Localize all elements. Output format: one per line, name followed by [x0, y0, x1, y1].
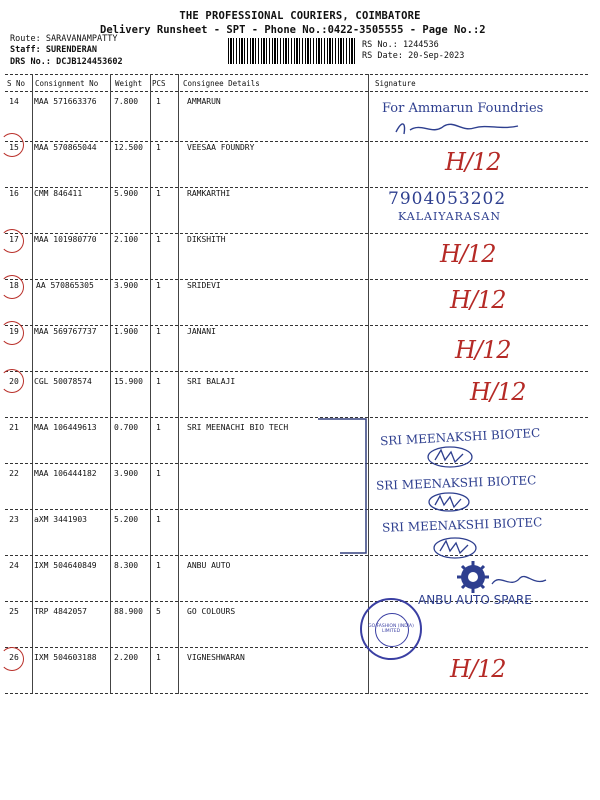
h12-mark: H/12: [445, 148, 501, 176]
row-sno: 14: [9, 97, 19, 106]
row-consignment: MAA 571663376: [34, 97, 97, 106]
row-consignment: IXM 504640849: [34, 561, 97, 570]
table-row: [0, 279, 600, 325]
runsheet-title: Delivery Runsheet - SPT - Phone No.:0422-3505555 - Page No.:2: [100, 24, 486, 36]
table-row: [0, 601, 600, 647]
row-weight: 12.500: [114, 143, 143, 152]
row-pcs: 5: [156, 607, 161, 616]
row-sno: 18: [9, 281, 19, 290]
table-bottom-border: [5, 693, 588, 694]
row-sno: 24: [9, 561, 19, 570]
row-consignment: MAA 106449613: [34, 423, 97, 432]
staff-value: SURENDERAN: [45, 45, 98, 55]
ammarun-signature: [392, 118, 522, 138]
row-consignment: MAA 570865044: [34, 143, 97, 152]
row-pcs: 1: [156, 235, 161, 244]
row-consignee: DIKSHITH: [187, 235, 226, 244]
table-row: [0, 141, 600, 187]
row-sno: 26: [9, 653, 19, 662]
row-consignee: RAMKARTHI: [187, 189, 231, 198]
table-row: [0, 233, 600, 279]
biotec-signature: [425, 444, 485, 470]
biotec-stamp-text: SRI MEENAKSHI BIOTEC: [375, 473, 537, 493]
row-consignee: SRI BALAJI: [187, 377, 236, 386]
route-value: SARAVANAMPATTY: [45, 34, 118, 44]
rs-date-label: RS Date:: [362, 51, 403, 61]
anbu-stamp-text: ANBU AUTO SPARE: [418, 593, 532, 607]
row-weight: 7.800: [114, 97, 139, 106]
staff-line: [10, 45, 97, 55]
row-consignee: VIGNESHWARAN: [187, 653, 245, 662]
row-pcs: 1: [156, 143, 161, 152]
row-consignment: MAA 101980770: [34, 235, 97, 244]
go-stamp-text: GO FASHION (INDIA) LIMITED: [368, 624, 414, 634]
row-pcs: 1: [156, 653, 161, 662]
column-header-signature: Signature: [375, 79, 416, 88]
anbu-signature: [490, 570, 550, 592]
rs-date-line: [362, 51, 464, 61]
row-sno: 17: [9, 235, 19, 244]
h12-mark: H/12: [450, 286, 506, 314]
name-note: KALAIYARASAN: [398, 210, 501, 223]
row-pcs: 1: [156, 377, 161, 386]
row-consignee: GO COLOURS: [187, 607, 236, 616]
row-weight: 2.100: [114, 235, 139, 244]
row-consignment: CMM 846411: [34, 189, 83, 198]
row-consignment: AA 570865305: [36, 281, 94, 290]
row-sno: 16: [9, 189, 19, 198]
company-title: THE PROFESSIONAL COURIERS, COIMBATORE: [179, 10, 421, 22]
drs-label: DRS No.:: [10, 57, 51, 67]
row-pcs: 1: [156, 423, 161, 432]
column-header-pcs: PCS: [152, 79, 166, 88]
group-bracket: [318, 417, 370, 557]
row-pcs: 1: [156, 97, 161, 106]
row-weight: 1.900: [114, 327, 139, 336]
row-weight: 0.700: [114, 423, 139, 432]
go-fashion-stamp: [360, 598, 422, 660]
column-header-consignment: Consignment No: [35, 79, 99, 88]
column-header-weight: Weight: [115, 79, 143, 88]
h12-mark: H/12: [455, 336, 511, 364]
row-weight: 5.900: [114, 189, 139, 198]
row-sno: 25: [9, 607, 19, 616]
rs-date-value: 20-Sep-2023: [408, 51, 465, 61]
table-header-border: [5, 91, 588, 92]
h12-mark: H/12: [440, 240, 496, 268]
rs-no-label: RS No.:: [362, 40, 398, 50]
row-consignment: TRP 4842057: [34, 607, 87, 616]
drs-value: DCJB124453602: [56, 57, 123, 67]
row-consignee: JANANI: [187, 327, 216, 336]
table-row: [0, 187, 600, 233]
drs-line: [10, 57, 123, 67]
row-pcs: 1: [156, 561, 161, 570]
rs-no-line: [362, 40, 439, 50]
row-consignee: VEESAA FOUNDRY: [187, 143, 255, 152]
rs-no-value: 1244536: [402, 40, 439, 50]
row-pcs: 1: [156, 469, 161, 478]
row-consignment: CGL 50078574: [34, 377, 92, 386]
row-sno: 23: [9, 515, 19, 524]
column-header-sno: S No: [7, 79, 26, 88]
table-top-border: [5, 74, 588, 75]
route-line: [10, 34, 118, 44]
ammarun-stamp-text: For Ammarun Foundries: [382, 101, 544, 116]
row-consignment: MAA 569767737: [34, 327, 97, 336]
row-sno: 22: [9, 469, 19, 478]
row-pcs: 1: [156, 515, 161, 524]
row-pcs: 1: [156, 327, 161, 336]
row-sno: 20: [9, 377, 19, 386]
row-weight: 5.200: [114, 515, 139, 524]
table-row: [0, 647, 600, 693]
barcode: [228, 38, 356, 64]
row-pcs: 1: [156, 189, 161, 198]
row-pcs: 1: [156, 281, 161, 290]
h12-mark: H/12: [450, 655, 506, 683]
biotec-signature: [425, 490, 485, 514]
row-consignee: SRI MEENACHI BIO TECH: [187, 423, 289, 432]
row-consignee: SRIDEVI: [187, 281, 221, 290]
row-consignment: IXM 504603188: [34, 653, 97, 662]
row-sno: 19: [9, 327, 19, 336]
row-consignment: aXM 3441903: [34, 515, 87, 524]
biotec-stamp-text: SRI MEENAKSHI BIOTEC: [379, 425, 541, 449]
route-label: Route:: [10, 34, 41, 44]
row-weight: 3.900: [114, 469, 139, 478]
column-header-consignee: Consignee Details: [183, 79, 260, 88]
row-sno: 21: [9, 423, 19, 432]
staff-label: Staff:: [10, 45, 41, 55]
row-sno: 15: [9, 143, 19, 152]
row-weight: 15.900: [114, 377, 143, 386]
bracket-line: [318, 419, 366, 553]
phone-note: 7904053202: [388, 189, 507, 209]
row-weight: 2.200: [114, 653, 139, 662]
row-weight: 3.900: [114, 281, 139, 290]
row-weight: 88.900: [114, 607, 143, 616]
row-consignment: MAA 106444182: [34, 469, 97, 478]
row-consignee: ANBU AUTO: [187, 561, 231, 570]
gear-logo-icon: [456, 560, 490, 594]
row-weight: 8.300: [114, 561, 139, 570]
biotec-stamp-text: SRI MEENAKSHI BIOTEC: [381, 515, 543, 535]
biotec-signature: [430, 535, 492, 561]
row-consignee: AMMARUN: [187, 97, 221, 106]
h12-mark: H/12: [470, 378, 526, 406]
